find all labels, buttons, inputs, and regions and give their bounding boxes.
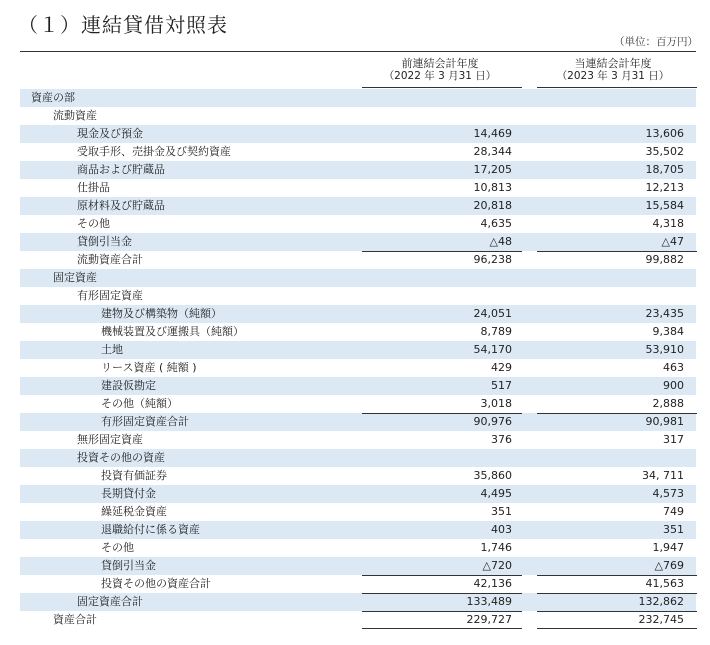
prior-value: 20,818	[473, 199, 512, 212]
row-label: 有形固定資産合計	[101, 415, 189, 428]
row-label: 原材料及び貯蔵品	[77, 199, 165, 212]
table-row	[20, 161, 696, 179]
column-rule	[362, 87, 522, 88]
prior-value: △720	[482, 559, 512, 572]
table-row	[20, 305, 696, 323]
current-value: 23,435	[645, 307, 684, 320]
row-label: その他（純額）	[101, 397, 178, 410]
table-row	[20, 125, 696, 143]
table-row	[20, 485, 696, 503]
bottom-rule	[362, 628, 522, 629]
column-rule	[537, 87, 697, 88]
current-value: 317	[663, 433, 684, 446]
row-label: 投資その他の資産合計	[101, 577, 211, 590]
table-row	[20, 215, 696, 233]
table-row	[20, 395, 696, 413]
row-label: リース資産 ( 純額 )	[101, 361, 197, 374]
row-label: 繰延税金資産	[101, 505, 167, 518]
current-value: 99,882	[645, 253, 684, 266]
table-row	[20, 503, 696, 521]
current-value: 1,947	[652, 541, 684, 554]
table-row	[20, 323, 696, 341]
table-row	[20, 233, 696, 251]
current-value: 18,705	[645, 163, 684, 176]
current-value: 4,318	[652, 217, 684, 230]
current-value: 34, 711	[642, 469, 684, 482]
column-header-current-year	[538, 57, 688, 83]
current-value: 232,745	[638, 613, 684, 626]
unit-note: （単位：百万円）	[614, 36, 698, 48]
prior-value: 24,051	[473, 307, 512, 320]
row-label: 無形固定資産	[77, 433, 143, 446]
prior-value: 403	[491, 523, 512, 536]
subtotal-row	[20, 593, 696, 611]
row-label: 有形固定資産	[77, 289, 143, 302]
table-row	[20, 467, 696, 485]
table-row	[20, 377, 696, 395]
row-label: その他	[77, 217, 110, 230]
prior-value: 1,746	[480, 541, 512, 554]
table-row	[20, 89, 696, 107]
table-row	[20, 287, 696, 305]
prior-value: 351	[491, 505, 512, 518]
prior-value: 4,495	[480, 487, 512, 500]
table-row	[20, 449, 696, 467]
row-label: 貸倒引当金	[101, 559, 156, 572]
prior-value: 35,860	[473, 469, 512, 482]
prior-value: 376	[491, 433, 512, 446]
column-heading: 前連結会計年度	[401, 57, 479, 70]
prior-value: 96,238	[473, 253, 512, 266]
row-label: 長期貸付金	[101, 487, 156, 500]
current-value: 2,888	[652, 397, 684, 410]
current-value: 53,910	[645, 343, 684, 356]
current-value: 15,584	[645, 199, 684, 212]
table-row	[20, 539, 696, 557]
prior-value: 3,018	[480, 397, 512, 410]
row-label: 退職給付に係る資産	[101, 523, 200, 536]
row-label: 機械装置及び運搬具（純額）	[101, 325, 244, 338]
row-label: 現金及び預金	[77, 127, 143, 140]
row-label: 固定資産合計	[77, 595, 143, 608]
table-row	[20, 197, 696, 215]
row-label: 固定資産	[53, 271, 97, 284]
column-header-prior-year	[365, 57, 515, 83]
row-label: 資産の部	[31, 91, 75, 104]
prior-value: 54,170	[473, 343, 512, 356]
prior-value: 10,813	[473, 181, 512, 194]
prior-value: △48	[489, 235, 512, 248]
table-row	[20, 521, 696, 539]
row-label: 投資有価証券	[101, 469, 167, 482]
row-label: 受取手形、売掛金及び契約資産	[77, 145, 231, 158]
row-label: 商品および貯蔵品	[77, 163, 165, 176]
balance-sheet-table	[20, 89, 696, 629]
prior-value: 229,727	[466, 613, 512, 626]
row-label: 資産合計	[53, 613, 97, 626]
current-value: 351	[663, 523, 684, 536]
prior-value: 429	[491, 361, 512, 374]
row-label: 流動資産	[53, 109, 97, 122]
current-value: △769	[654, 559, 684, 572]
column-date: （2022 年 3 月31 日）	[383, 70, 497, 82]
current-value: 90,981	[645, 415, 684, 428]
row-label: 貸倒引当金	[77, 235, 132, 248]
prior-value: 8,789	[480, 325, 512, 338]
current-value: 12,213	[645, 181, 684, 194]
prior-value: 17,205	[473, 163, 512, 176]
row-label: 建物及び構築物（純額）	[101, 307, 222, 320]
subtotal-row	[20, 575, 696, 593]
table-row	[20, 179, 696, 197]
header-rule	[20, 51, 696, 52]
prior-value: 90,976	[473, 415, 512, 428]
table-row	[20, 557, 696, 575]
current-value: 41,563	[645, 577, 684, 590]
bottom-rule	[537, 628, 697, 629]
table-row	[20, 269, 696, 287]
row-label: 仕掛品	[77, 181, 110, 194]
current-value: 9,384	[652, 325, 684, 338]
current-value: 4,573	[652, 487, 684, 500]
prior-value: 14,469	[473, 127, 512, 140]
table-row	[20, 107, 696, 125]
row-label: 建設仮勘定	[101, 379, 156, 392]
grand-total-row	[20, 611, 696, 629]
column-heading: 当連結会計年度	[574, 57, 652, 70]
current-value: 900	[663, 379, 684, 392]
current-value: 749	[663, 505, 684, 518]
prior-value: 517	[491, 379, 512, 392]
prior-value: 133,489	[466, 595, 512, 608]
table-row	[20, 143, 696, 161]
row-label: その他	[101, 541, 134, 554]
prior-value: 42,136	[473, 577, 512, 590]
row-label: 投資その他の資産	[77, 451, 165, 464]
current-value: 463	[663, 361, 684, 374]
current-value: 13,606	[645, 127, 684, 140]
row-label: 土地	[101, 343, 123, 356]
table-row	[20, 431, 696, 449]
row-label: 流動資産合計	[77, 253, 143, 266]
page-title: （１）連結貸借対照表	[18, 13, 228, 37]
current-value: 132,862	[638, 595, 684, 608]
current-value: 35,502	[645, 145, 684, 158]
prior-value: 28,344	[473, 145, 512, 158]
table-row	[20, 341, 696, 359]
table-row	[20, 359, 696, 377]
prior-value: 4,635	[480, 217, 512, 230]
subtotal-row	[20, 413, 696, 431]
current-value: △47	[661, 235, 684, 248]
column-date: （2023 年 3 月31 日）	[556, 70, 670, 82]
subtotal-row	[20, 251, 696, 269]
